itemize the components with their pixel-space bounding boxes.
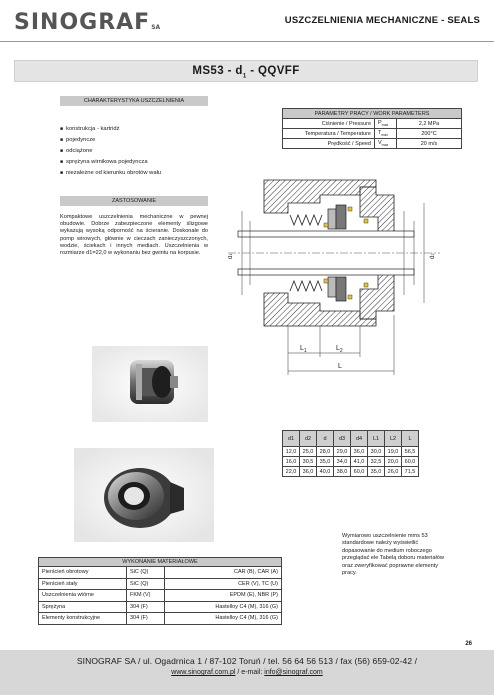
housing-upper [264, 180, 376, 213]
param-value: 2,2 MPa [397, 119, 462, 129]
oring-6 [364, 283, 368, 287]
param-label: Prędkość / Speed [283, 139, 375, 149]
dims-cell: 71,5 [402, 467, 419, 477]
oring-1 [324, 223, 328, 227]
oring-2 [348, 207, 352, 211]
materials-row [39, 613, 282, 625]
characteristics-heading: CHARAKTERYSTYKA USZCZELNIENIA [60, 96, 208, 106]
dims-row [283, 467, 419, 477]
dims-cell: 22,0 [283, 467, 300, 477]
shaft-sleeve-lower [238, 269, 414, 275]
dim-label-l2: $L_2$ [336, 345, 343, 354]
dim-label-l: L [338, 363, 342, 370]
params-row [283, 119, 462, 129]
footer-contact: www.sinograf.com.pl / e-mail: info@sinograf.com [171, 669, 323, 676]
dims-row [283, 447, 419, 457]
characteristic-item: ■ niezależne od kierunku obrotów wału [60, 168, 161, 179]
material-component: Sprężyna [39, 601, 127, 613]
work-parameters-table [282, 108, 462, 149]
materials-row [39, 567, 282, 579]
dims-cell: 19,0 [385, 447, 402, 457]
oring-5 [348, 295, 352, 299]
param-label: Ciśnienie / Pressure [283, 119, 375, 129]
dims-cell: 60,0 [351, 467, 368, 477]
material-alternatives: EPDM (E), NBR (P) [165, 590, 282, 602]
dims-cell: 32,5 [368, 457, 385, 467]
characteristic-item: ■ pojedyncze [60, 135, 161, 146]
param-value: 20 m/s [397, 139, 462, 149]
characteristics-list [60, 124, 161, 179]
oring-4 [324, 279, 328, 283]
params-row [283, 139, 462, 149]
materials-row [39, 578, 282, 590]
dimensions-table [282, 430, 419, 477]
shaft-sleeve-upper [238, 231, 414, 237]
oring-3 [364, 219, 368, 223]
dims-cell: 20,0 [385, 457, 402, 467]
dims-header-cell: d1 [283, 431, 300, 447]
dims-cell: 28,0 [317, 447, 334, 457]
dims-header-cell: d [317, 431, 334, 447]
param-symbol: $T_{max}$ [375, 129, 397, 139]
dims-cell: 38,0 [334, 467, 351, 477]
param-symbol: $V_{max}$ [375, 139, 397, 149]
gland-lower [360, 271, 394, 319]
dims-cell: 56,5 [402, 447, 419, 457]
material-component: Pierścień obrotowy [39, 567, 127, 579]
dims-cell: 30,0 [368, 447, 385, 457]
application-heading: ZASTOSOWANIE [60, 196, 208, 206]
product-photo-2 [74, 448, 214, 542]
selection-note: Wymiarowo uszczelnienie mms 53 standardowe należy wyświetlić dopasowanie do medium roboczego przeglądać ele Tabelą doboru materiałów oraz zweryfikować poprawne elementy pracy. [342, 533, 444, 577]
application-text: Kompaktowe uszczelnienia mechaniczne w pewnej obudowie. Dobrze zabezpieczone elementy ślizgowe wykazują wysoką odporność na ścieranie. Doskonałe do pomp wirowych, głównie w cieczach zanieczyszczonych, wodzie, ściekach i innych mediach. Uszczelnienia w rozmiarze d1=22,0 w wykonaniu bez gwintu na korpusie. [60, 214, 208, 257]
dims-header-cell: L [402, 431, 419, 447]
spring-lower [290, 281, 322, 291]
email-link[interactable]: info@sinograf.com [264, 669, 323, 676]
material-component: Uszczelnienia wtórne [39, 590, 127, 602]
material-alternatives: CER (V), TC (U) [165, 578, 282, 590]
product-title: $MS53 - d_1$ - QQVFF [192, 65, 300, 80]
dims-cell: 12,0 [283, 447, 300, 457]
company-logo: SINOGRAFSA [14, 10, 161, 35]
dims-cell: 35,0 [317, 457, 334, 467]
material-standard: FKM (V) [127, 590, 165, 602]
dims-header-cell: d2 [300, 431, 317, 447]
material-alternatives: Hastelloy C4 (M), 316 (G) [165, 613, 282, 625]
website-link[interactable]: www.sinograf.com.pl [171, 669, 236, 676]
dims-header-cell: d3 [334, 431, 351, 447]
dims-cell: 40,0 [317, 467, 334, 477]
characteristic-item: ■ konstrukcja - kartridż [60, 124, 161, 135]
dims-cell: 34,0 [334, 457, 351, 467]
dim-label-d2: d2 [430, 253, 436, 259]
materials-table [38, 557, 282, 625]
product-photo-1 [92, 346, 208, 422]
dims-cell: 16,0 [283, 457, 300, 467]
materials-heading: WYKONANIE MATERIAŁOWE [39, 558, 282, 567]
material-alternatives: Hastelloy C4 (M), 316 (G) [165, 601, 282, 613]
dims-row [283, 457, 419, 467]
dims-header-cell: L1 [368, 431, 385, 447]
param-value: 200°C [397, 129, 462, 139]
product-title-bar [14, 60, 478, 82]
spring-upper [290, 215, 322, 225]
stationary-face-lower [336, 277, 346, 301]
housing-lower [264, 293, 376, 326]
dim-label-l1: $L_1$ [300, 345, 307, 354]
page-header [0, 0, 494, 42]
params-row [283, 129, 462, 139]
material-standard: SiC (Q) [127, 578, 165, 590]
dims-cell: 36,0 [351, 447, 368, 457]
material-standard: 304 (F) [127, 601, 165, 613]
dims-header-cell: d4 [351, 431, 368, 447]
dims-cell: 36,0 [300, 467, 317, 477]
dims-cell: 26,0 [385, 467, 402, 477]
dims-header-cell: L2 [385, 431, 402, 447]
dims-cell: 41,0 [351, 457, 368, 467]
page-footer [0, 650, 494, 695]
characteristic-item: ■ sprężyna wirnikowa pojedyncza [60, 157, 161, 168]
material-component: Pierścień stały [39, 578, 127, 590]
header-tagline: USZCZELNIENIA MECHANICZNE - SEALS [284, 15, 480, 26]
dim-label-d1: d1 [228, 253, 234, 259]
dims-cell: 25,0 [300, 447, 317, 457]
materials-row [39, 590, 282, 602]
param-symbol: $P_{max}$ [375, 119, 397, 129]
dims-cell: 60,0 [402, 457, 419, 467]
characteristic-item: ■ odciążone [60, 146, 161, 157]
material-standard: 304 (F) [127, 613, 165, 625]
param-label: Temperatura / Temperature [283, 129, 375, 139]
material-alternatives: CAR (B), CAR (A) [165, 567, 282, 579]
footer-address: SINOGRAF SA / ul. Ogadrnica 1 / 87-102 Toruń / tel. 56 64 56 513 / fax (56) 659-02-42 / [76, 656, 418, 666]
rotary-face-lower [328, 277, 336, 297]
params-heading: PARAMETRY PRACY / WORK PARAMETERS [283, 109, 462, 119]
rotary-face-upper [328, 209, 336, 229]
stationary-face-upper [336, 205, 346, 229]
material-component: Elementy konstrukcyjne [39, 613, 127, 625]
page-number: 26 [465, 641, 472, 647]
dims-cell: 30,5 [300, 457, 317, 467]
dims-cell: 29,0 [334, 447, 351, 457]
materials-row [39, 601, 282, 613]
gland-upper [360, 187, 394, 235]
cross-section-drawing [228, 175, 458, 385]
material-standard: SiC (Q) [127, 567, 165, 579]
dims-cell: 35,0 [368, 467, 385, 477]
